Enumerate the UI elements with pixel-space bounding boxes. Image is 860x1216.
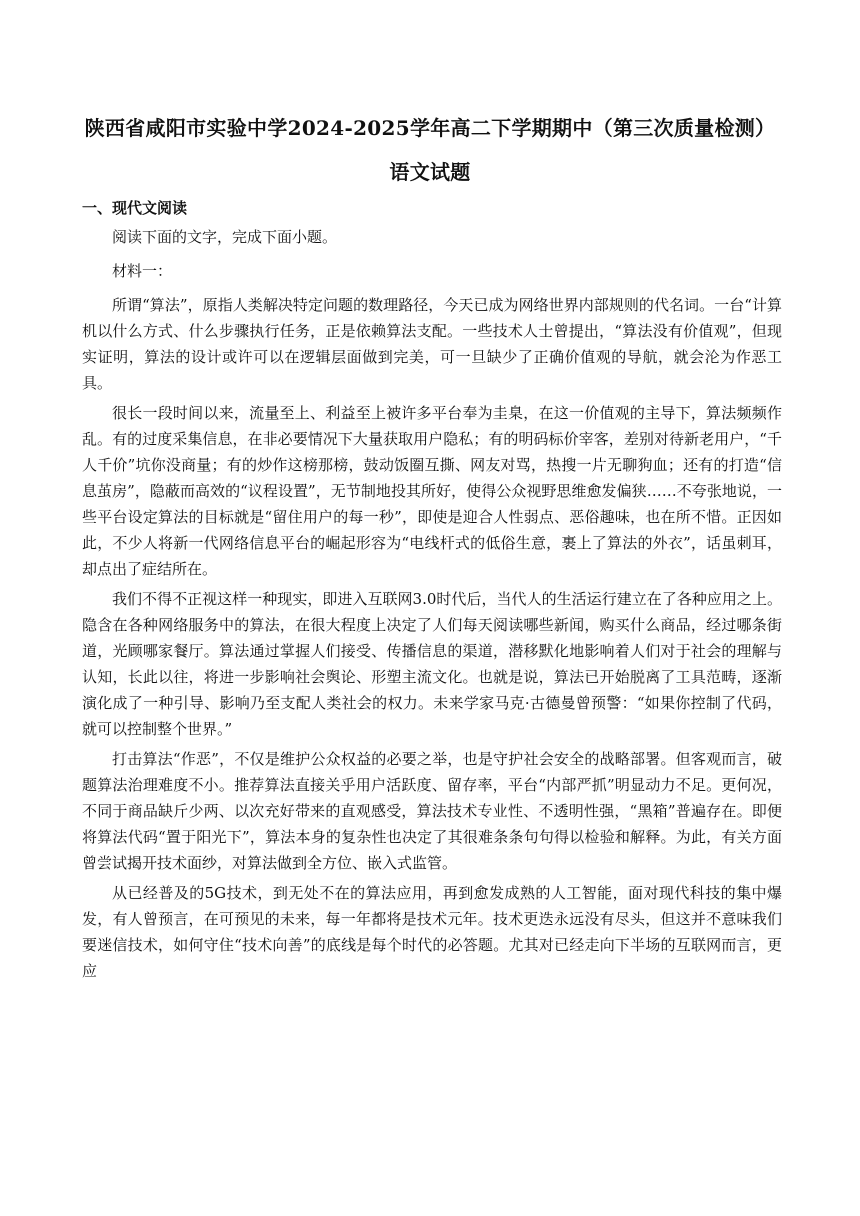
paragraph-5: 从已经普及的5G技术，到无处不在的算法应用，再到愈发成熟的人工智能，面对现代科技的集中爆发，有人曾预言，在可预见的未来，每一年都将是技术元年。技术更迭永远没有尽头，但这并不意味我们要迷信技术，如何守住“技术向善”的底线是每个时代的必答题。尤其对已经走向下半场的互联网而言，更应 <box>82 884 782 980</box>
paragraph-3: 我们不得不正视这样一种现实，即进入互联网3.0时代后，当代人的生活运行建立在了各种应用之上。隐含在各种网络服务中的算法，在很大程度上决定了人们每天阅读哪些新闻，购买什么商品，经过哪条街道，光顾哪家餐厅。算法通过掌握人们接受、传播信息的渠道，潜移默化地影响着人们对于社会的理解与认知，长此以往，将进一步影响社会舆论、形塑主流文化。也就是说，算法已开始脱离了工具范畴，逐渐演化成了一种引导、影响乃至支配人类社会的权力。未来学家马克·古德曼曾预警：“如果你控制了代码，就可以控制整个世界。” <box>82 590 782 738</box>
paragraph-4: 打击算法“作恶”，不仅是维护公众权益的必要之举，也是守护社会安全的战略部署。但客观而言，破题算法治理难度不小。推荐算法直接关乎用户活跃度、留存率，平台“内部严抓”明显动力不足。更何况，不同于商品缺斤少两、以次充好带来的直观感受，算法技术专业性、不透明性强，“黑箱”普遍存在。即便将算法代码“置于阳光下”，算法本身的复杂性也决定了其很难条条句句得以检验和解释。为此，有关方面曾尝试揭开技术面纱，对算法做到全方位、嵌入式监管。 <box>82 750 782 872</box>
document-title: 陕西省咸阳市实验中学2024-2025学年高二下学期期中（第三次质量检测） <box>84 116 776 140</box>
reading-instruction: 阅读下面的文字，完成下面小题。 <box>112 228 338 246</box>
material-label: 材料一： <box>112 262 173 280</box>
document-subtitle: 语文试题 <box>389 160 471 184</box>
paragraph-1: 所谓“算法”，原指人类解决特定问题的数理路径，今天已成为网络世界内部规则的代名词。一台“计算机以什么方式、什么步骤执行任务，正是依赖算法支配。一些技术人士曾提出，“算法没有价值观”，但现实证明，算法的设计或许可以在逻辑层面做到完美，可一旦缺少了正确价值观的导航，就会沦为作恶工具。 <box>82 296 782 392</box>
paragraph-2: 很长一段时间以来，流量至上、利益至上被许多平台奉为圭臬，在这一价值观的主导下，算法频频作乱。有的过度采集信息，在非必要情况下大量获取用户隐私；有的明码标价宰客，差别对待新老用户，“千人千价”坑你没商量；有的炒作这榜那榜，鼓动饭圈互撕、网友对骂，热搜一片无聊狗血；还有的打造“信息茧房”，隐蔽而高效的“议程设置”，无节制地投其所好，使得公众视野思维愈发偏狭……不夸张地说，一些平台设定算法的目标就是“留住用户的每一秒”，即使是迎合人性弱点、恶俗趣味，也在所不惜。正因如此，不少人将新一代网络信息平台的崛起形容为“电线杆式的低俗生意，裹上了算法的外衣”，话虽刺耳，却点出了症结所在。 <box>82 404 782 578</box>
document-body <box>82 224 782 988</box>
section-heading: 一、现代文阅读 <box>82 199 188 217</box>
